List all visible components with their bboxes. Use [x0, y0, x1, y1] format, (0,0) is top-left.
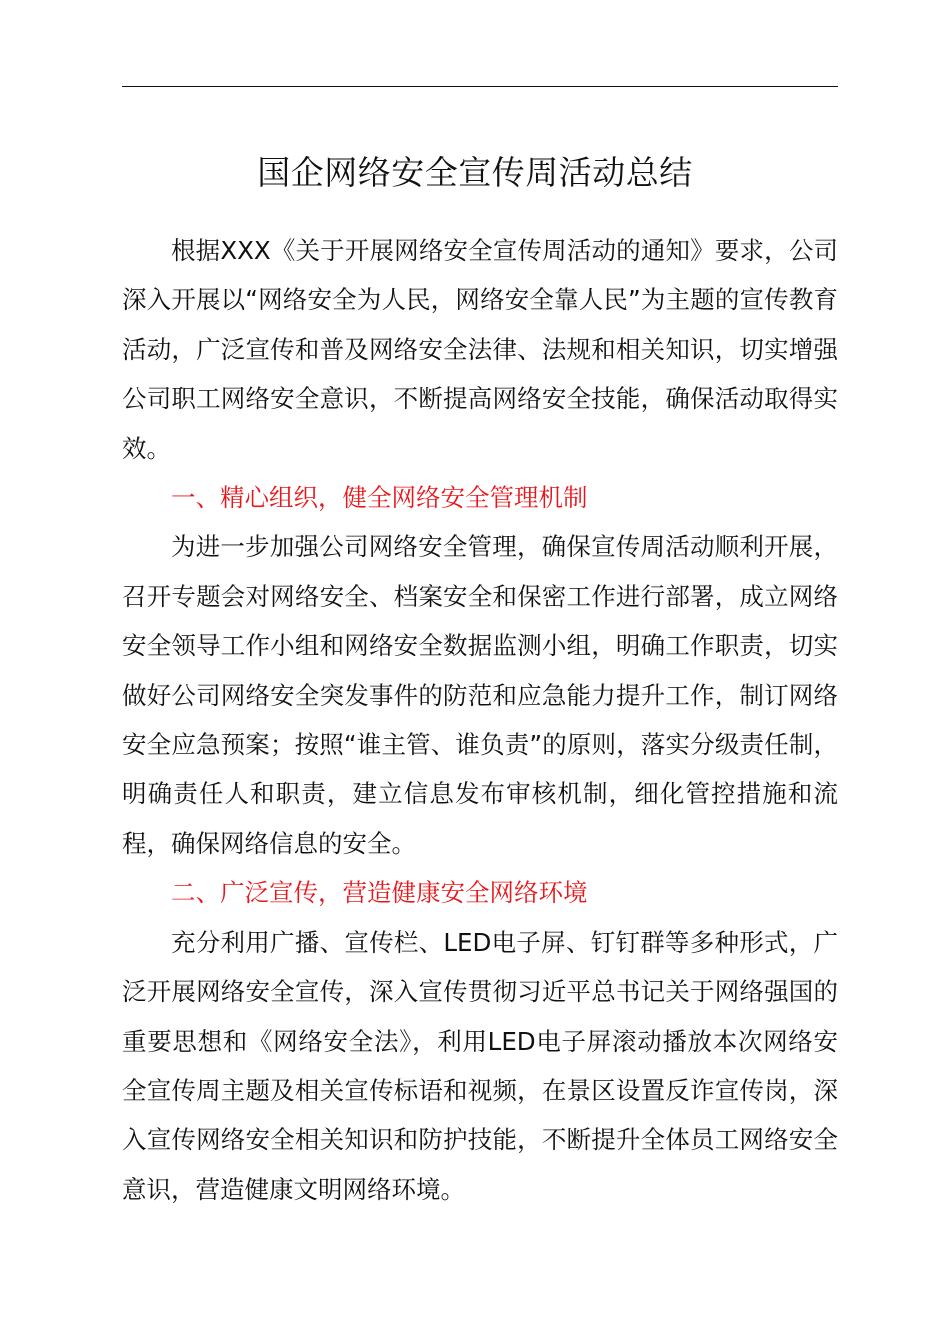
- header-rule: [122, 86, 838, 87]
- section-heading-2: 二、广泛宣传，营造健康安全网络环境: [171, 878, 588, 908]
- intro-paragraph: 根据XXX《关于开展网络安全宣传周活动的通知》要求，公司深入开展以“网络安全为人民，网络安全靠人民”为主题的宣传教育活动，广泛宣传和普及网络安全法律、法规和相关知识，切实增强公司职工网络安全意识，不断提高网络安全技能，确保活动取得实效。: [122, 236, 838, 463]
- section-heading-1: 一、精心组织，健全网络安全管理机制: [171, 483, 588, 513]
- section-body-2: 充分利用广播、宣传栏、LED电子屏、钉钉群等多种形式，广泛开展网络安全宣传，深入宣传贯彻习近平总书记关于网络强国的重要思想和《网络安全法》，利用LED电子屏滚动播放本次网络安全宣传周主题及相关宣传标语和视频，在景区设置反诈宣传岗，深入宣传网络安全相关知识和防护技能，不断提升全体员工网络安全意识，营造健康文明网络环境。: [122, 927, 838, 1204]
- section-body-1: 为进一步加强公司网络安全管理，确保宣传周活动顺利开展，召开专题会对网络安全、档案安全和保密工作进行部署，成立网络安全领导工作小组和网络安全数据监测小组，明确工作职责，切实做好公司网络安全突发事件的防范和应急能力提升工作，制订网络安全应急预案；按照“谁主管、谁负责”的原则，落实分级责任制，明确责任人和职责，建立信息发布审核机制，细化管控措施和流程，确保网络信息的安全。: [122, 532, 838, 858]
- document-title: 国企网络安全宣传周活动总结: [257, 153, 693, 192]
- document-body: [122, 226, 838, 1214]
